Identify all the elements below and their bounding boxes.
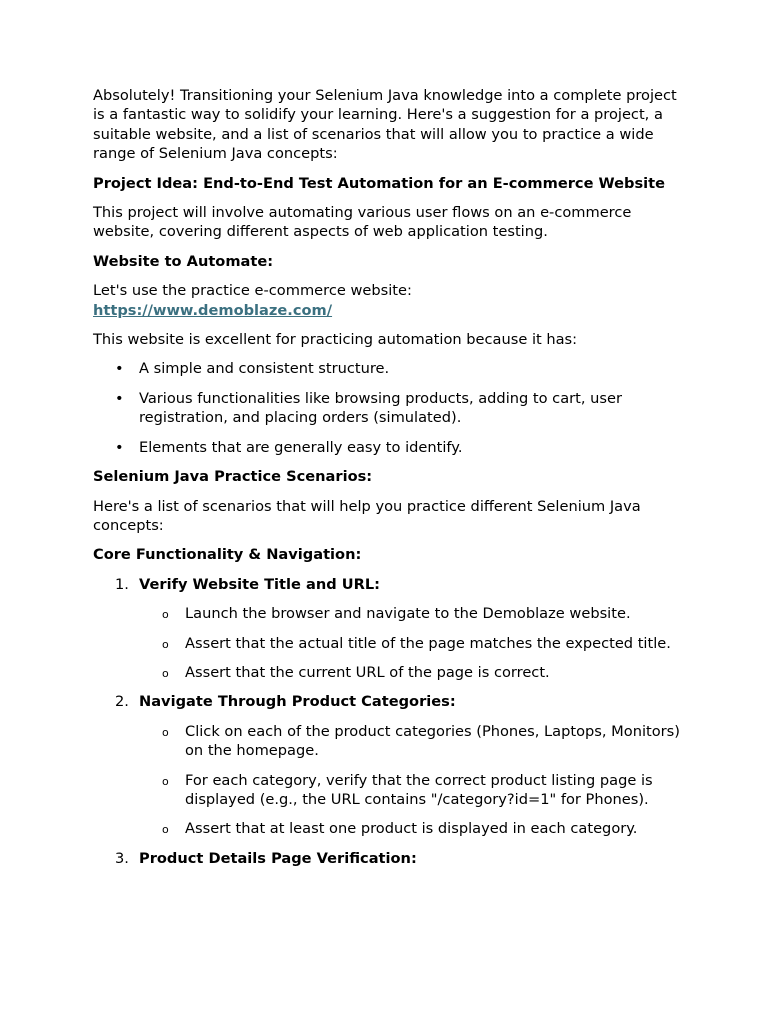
step-substeps [139, 722, 683, 839]
intro-paragraph: Absolutely! Transitioning your Selenium Java knowledge into a complete project is a fantastic way to solidify your learning. Here's a suggestion for a project, a suitable website, and a list of scenarios that will allow you to practice a wide range of Selenium Java concepts: [93, 87, 677, 163]
scenario-step [115, 849, 683, 868]
scenario-step [115, 575, 683, 683]
substep-item: o Assert that at least one product is displayed in each category. [185, 819, 683, 838]
scenarios-intro: Here's a list of scenarios that will help you practice different Selenium Java concepts: [93, 497, 641, 534]
website-intro-paragraph [93, 281, 683, 320]
substep-item: o Launch the browser and navigate to the Demoblaze website. [185, 604, 683, 623]
website-heading: Website to Automate: [93, 252, 274, 270]
substep-item: o For each category, verify that the correct product listing page is displayed (e.g., the URL contains "/category?id=1" for Phones). [185, 771, 683, 810]
substep-item: o Click on each of the product categories (Phones, Laptops, Monitors) on the homepage. [185, 722, 683, 761]
list-item: • Elements that are generally easy to identify. [139, 438, 683, 457]
list-item: • A simple and consistent structure. [139, 359, 683, 378]
step-number: 2. [115, 693, 129, 711]
substep-item: o Assert that the current URL of the page is correct. [185, 663, 683, 682]
document-page [93, 86, 683, 878]
website-reason: This website is excellent for practicing automation because it has: [93, 331, 578, 349]
core-heading: Core Functionality & Navigation: [93, 546, 362, 564]
step-number: 1. [115, 575, 129, 593]
project-heading: Project Idea: End-to-End Test Automation for an E-commerce Website [93, 174, 666, 192]
website-features-list [93, 359, 683, 457]
step-title: Navigate Through Product Categories: [139, 693, 456, 711]
website-url-link[interactable]: https://www.demoblaze.com/ [93, 301, 333, 319]
scenario-steps-list [93, 575, 683, 868]
project-description: This project will involve automating various user flows on an e-commerce website, covering different aspects of web application testing. [93, 204, 632, 241]
step-title: Product Details Page Verification: [139, 849, 417, 867]
website-intro-text: Let's use the practice e-commerce website: [93, 282, 412, 300]
step-substeps [139, 604, 683, 682]
substep-item: o Assert that the actual title of the page matches the expected title. [185, 634, 683, 653]
list-item: • Various functionalities like browsing products, adding to cart, user registration, and placing orders (simulated). [139, 389, 683, 428]
scenarios-heading: Selenium Java Practice Scenarios: [93, 468, 373, 486]
step-title: Verify Website Title and URL: [139, 575, 381, 593]
scenario-step [115, 692, 683, 838]
step-number: 3. [115, 849, 129, 867]
